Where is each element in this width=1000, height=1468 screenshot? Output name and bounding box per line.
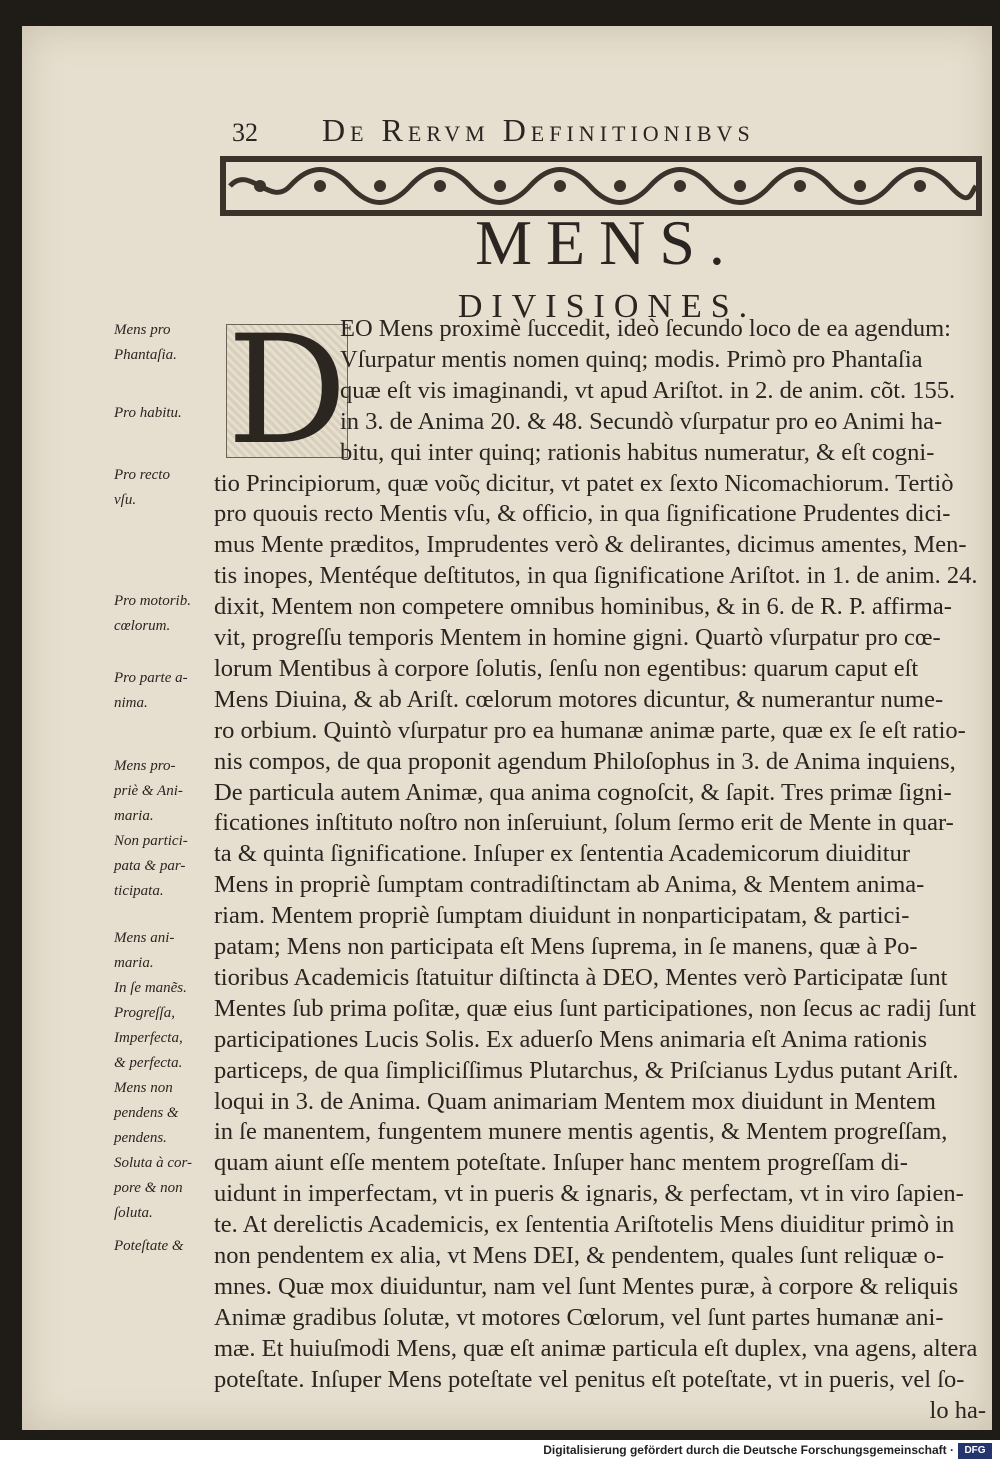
- text-line: ta & quinta ſignificatione. Inſuper ex ſententia Academicorum diuiditur: [214, 840, 911, 868]
- text-line: De particula autem Animæ, qua anima cognoſcit, & ſapit. Tres primæ ſigni-: [214, 778, 952, 806]
- text-line: tioribus Academicis ſtatuitur diſtincta à DEO, Mentes verò Participatæ ſunt: [214, 963, 948, 991]
- text-line: ro orbium. Quintò vſurpatur pro ea humanæ animæ parte, quæ ex ſe eſt ratio-: [214, 716, 966, 744]
- margin-note-line: Mens pro-: [114, 758, 176, 774]
- margin-note: [114, 666, 240, 716]
- margin-note-line: priè & Ani-: [114, 783, 183, 799]
- margin-note-line: pendens &: [114, 1105, 179, 1121]
- section-title: MENS.: [475, 207, 739, 278]
- margin-note-line: & perfecta.: [114, 1055, 183, 1071]
- margin-note-line: pata & par-: [114, 858, 186, 874]
- text-line: mnes. Quæ mox diuiduntur, nam vel ſunt Mentes puræ, à corpore & reliquis: [214, 1272, 959, 1300]
- margin-note-line: Pro motorib.: [114, 593, 191, 609]
- text-line: Vſurpatur mentis nomen quinq; modis. Primò pro Phantaſia: [340, 345, 923, 373]
- margin-note-line: cœlorum.: [114, 618, 171, 634]
- text-line: lo ha-: [929, 1396, 986, 1424]
- text-line: uidunt in imperfectam, vt in pueris & ignaris, & perfectam, vt in viro ſapien-: [214, 1180, 964, 1208]
- text-line: in 3. de Anima 20. & 48. Secundò vſurpatur pro eo Animi ha-: [340, 407, 943, 435]
- margin-note-line: Pro habitu.: [114, 405, 182, 421]
- margin-note: [114, 318, 240, 368]
- text-line: te. At derelictis Academicis, ex ſententia Ariſtotelis Mens diuiditur primò in: [214, 1211, 955, 1239]
- margin-note-line: vſu.: [114, 492, 137, 508]
- text-line: quæ eſt vis imaginandi, vt apud Ariſtot. in 2. de anim. cõt. 155.: [340, 376, 956, 404]
- margin-note-line: ſoluta.: [114, 1205, 153, 1221]
- text-line: poteſtate. Inſuper Mens poteſtate vel penitus eſt poteſtate, vt in pueris, vel ſo-: [214, 1365, 965, 1393]
- text-line: pro quouis recto Mentis vſu, & officio, in qua ſignificatione Prudentes dici-: [214, 500, 951, 528]
- text-line: EO Mens proximè ſuccedit, ideò ſecundo loco de ea agendum:: [340, 315, 951, 342]
- running-title: De Rervm Definitionibvs: [322, 112, 755, 148]
- margin-note-line: Imperfecta,: [114, 1030, 183, 1046]
- margin-note-line: Mens pro: [114, 322, 171, 338]
- text-line: participationes Lucis Solis. Ex aduerſo Mens animaria eſt Anima rationis: [214, 1025, 928, 1053]
- margin-note-line: pore & non: [114, 1180, 183, 1196]
- page-number: 32: [232, 118, 258, 147]
- text-line: Animæ gradibus ſolutæ, vt motores Cœlorum, vel ſunt partes humanæ ani-: [214, 1303, 944, 1331]
- section-subtitle: DIVISIONES.: [457, 288, 757, 325]
- text-line: dixit, Mentem non competere omnibus hominibus, & in 6. de R. P. affirma-: [214, 593, 952, 621]
- margin-note: [114, 754, 240, 904]
- running-head: [22, 112, 992, 152]
- funding-notice: Digitalisierung gefördert durch die Deutsche Forschungsgemeinschaft ·: [543, 1443, 954, 1457]
- text-line: Mentes ſub prima poſitæ, quæ eius ſunt participationes, non ſecus ac radij ſunt: [214, 994, 977, 1022]
- margin-note: [114, 401, 240, 426]
- margin-note: [114, 589, 240, 639]
- text-line: mus Mente præditos, Imprudentes verò & delirantes, dicimus amentes, Men-: [214, 531, 967, 559]
- margin-note: [114, 1234, 240, 1259]
- margin-note-line: Mens non: [114, 1080, 173, 1096]
- text-line: vit, progreſſu temporis Mentem in homine gigni. Quartò vſurpatur pro cœ-: [214, 624, 941, 651]
- text-line: lorum Mentibus à corpore ſolutis, ſenſu non egentibus: quarum caput eſt: [214, 654, 919, 682]
- text-line: ficationes inſtituto noſtro non inſeruiunt, ſolum ſermo erit de Mente in quar-: [214, 809, 954, 837]
- margin-note-line: nima.: [114, 695, 148, 711]
- text-line: Mens Diuina, & ab Ariſt. cœlorum motores dicuntur, & numerantur nume-: [214, 685, 944, 713]
- margin-note-line: Pro recto: [114, 467, 170, 483]
- book-page: [22, 26, 992, 1430]
- margin-note-line: Poteſtate &: [114, 1238, 184, 1254]
- margin-note-line: Phantaſia.: [114, 347, 177, 363]
- text-line: patam; Mens non participata eſt Mens ſuprema, in ſe manens, quæ à Po-: [214, 933, 918, 960]
- margin-note-line: In ſe manẽs.: [114, 980, 187, 996]
- text-line: Mens in propriè ſumptam contradiſtinctam ab Anima, & Mentem anima-: [214, 871, 925, 899]
- text-line: tio Principiorum, quæ νοῦς dicitur, vt patet ex ſexto Nicomachiorum. Tertiò: [214, 469, 954, 497]
- margin-note: [114, 926, 240, 1226]
- text-line: in ſe manentem, fungentem munere mentis agentis, & Mentem progreſſam,: [214, 1118, 948, 1146]
- text-line: tis inopes, Mentéque deſtitutos, in qua ſignificatione Ariſtot. in 1. de anim. 24.: [214, 562, 978, 590]
- margin-note-line: Pro parte a-: [114, 670, 188, 686]
- margin-note-line: Soluta à cor-: [114, 1155, 193, 1171]
- decorated-initial: [226, 304, 348, 478]
- margin-note-line: maria.: [114, 955, 154, 971]
- text-line: particeps, de qua ſimpliciſſimus Plutarchus, & Priſcianus Lydus putant Ariſt.: [214, 1056, 959, 1084]
- margin-note-line: pendens.: [114, 1130, 167, 1146]
- text-line: riam. Mentem propriè ſumptam diuidunt in nonparticipatam, & partici-: [214, 902, 910, 930]
- drop-cap-letter: D: [227, 304, 348, 478]
- margin-note-line: Mens ani-: [114, 930, 175, 946]
- text-line: nis compos, de qua proponit agendum Philoſophus in 3. de Anima inquiens,: [214, 747, 956, 775]
- dfg-logo: DFG: [958, 1443, 992, 1459]
- margin-note-line: maria.: [114, 808, 154, 824]
- margin-note: [114, 463, 240, 513]
- text-line: loqui in 3. de Anima. Quam animariam Mentem mox diuidunt in Mentem: [214, 1087, 936, 1115]
- text-line: quam aiunt eſſe mentem poteſtate. Inſuper hanc mentem progreſſam di-: [214, 1149, 908, 1177]
- margin-note-line: Non partici-: [114, 833, 188, 849]
- text-line: non pendentem ex alia, vt Mens DEI, & pendentem, quales ſunt reliquæ o-: [214, 1242, 945, 1269]
- text-line: bitu, qui inter quinq; rationis habitus numeratur, & eſt cogni-: [340, 438, 935, 466]
- margin-note-line: Progreſſa,: [114, 1005, 175, 1021]
- text-line: mæ. Et huiuſmodi Mens, quæ eſt animæ particula eſt duplex, vna agens, altera: [214, 1334, 978, 1362]
- margin-note-line: ticipata.: [114, 883, 164, 899]
